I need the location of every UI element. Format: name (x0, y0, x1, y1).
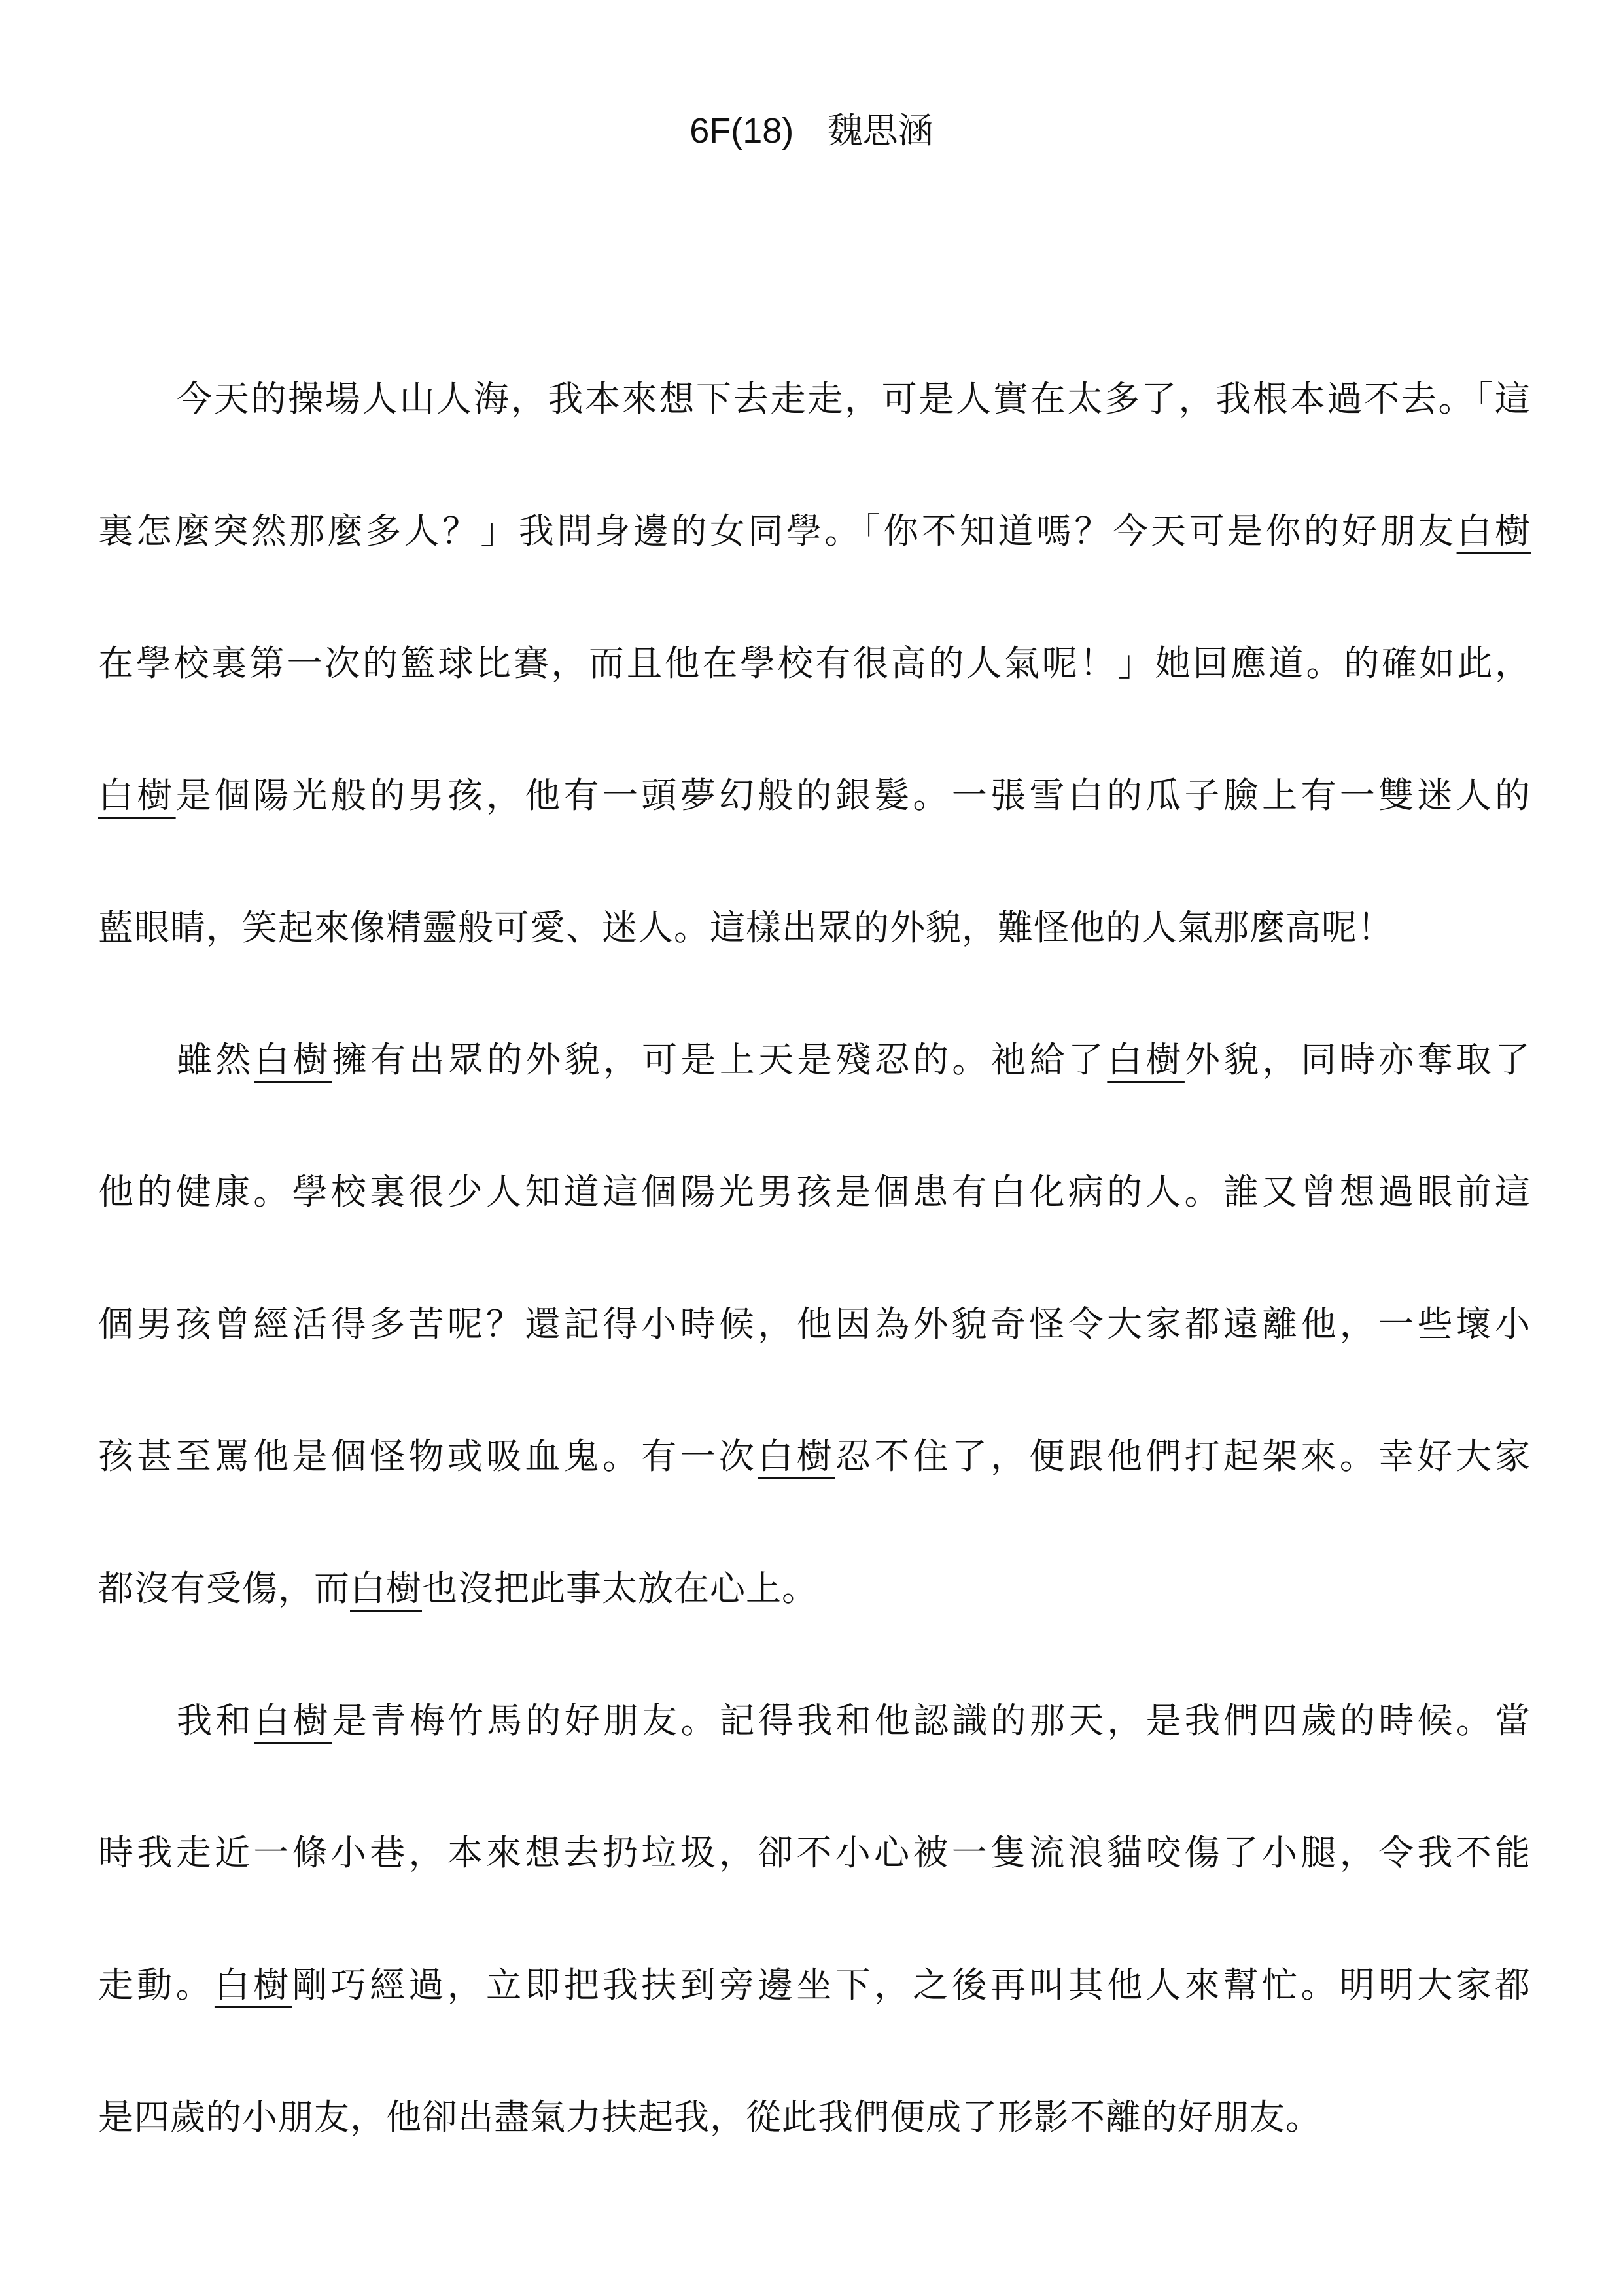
underlined-name: 白樹 (1456, 510, 1531, 552)
text-segment: 是個陽光般的男孩，他有一頭夢幻般的銀髮。一張雪白的瓜子臉上有一雙迷人的 (175, 775, 1531, 816)
text-segment: 是青梅竹馬的好朋友。記得我和他認識的那天，是我們四歲的時候。當 (332, 1700, 1531, 1741)
text-line (98, 499, 1531, 631)
text-line (98, 763, 1531, 895)
text-segment: 外貌，同時亦奪取了 (1184, 1039, 1531, 1080)
text-segment: 個男孩曾經活得多苦呢？還記得小時候，他因為外貌奇怪令大家都遠離他，一些壞小 (98, 1303, 1531, 1345)
text-segment: 時我走近一條小巷，本來想去扔垃圾，卻不小心被一隻流浪貓咬傷了小腿，令我不能 (98, 1832, 1531, 1873)
text-segment: 都沒有受傷，而 (98, 1568, 350, 1609)
document-header (0, 99, 1623, 162)
text-segment: 也沒把此事太放在心上。 (422, 1568, 818, 1609)
text-segment: 是四歲的小朋友，他卻出盡氣力扶起我，從此我們便成了形影不離的好朋友。 (98, 2096, 1321, 2138)
text-segment: 他的健康。學校裏很少人知道這個陽光男孩是個患有白化病的人。誰又曾想過眼前這 (98, 1171, 1531, 1212)
text-segment: 擁有出眾的外貌，可是上天是殘忍的。祂給了 (332, 1039, 1108, 1080)
text-segment: 走動。 (98, 1964, 215, 2005)
paragraph (98, 1688, 1531, 2217)
underlined-name: 白樹 (1107, 1039, 1185, 1080)
text-segment: 雖然 (177, 1039, 254, 1080)
text-segment: 我和 (177, 1700, 254, 1741)
underlined-name: 白樹 (350, 1568, 422, 1609)
text-segment: 忍不住了，便跟他們打起架來。幸好大家 (835, 1436, 1531, 1477)
text-line (98, 1292, 1531, 1424)
student-name: 魏思涵 (827, 110, 934, 151)
text-segment: 藍眼睛，笑起來像精靈般可愛、迷人。這樣出眾的外貌，難怪他的人氣那麼高呢！ (98, 907, 1393, 948)
paragraph (98, 1027, 1531, 1688)
text-line (98, 1688, 1531, 1820)
text-line (98, 1952, 1531, 2085)
text-line (98, 1159, 1531, 1292)
text-line (98, 1424, 1531, 1556)
text-segment: 在學校裏第一次的籃球比賽，而且他在學校有很高的人氣呢！」她回應道。的確如此， (98, 643, 1531, 684)
underlined-name: 白樹 (254, 1700, 332, 1741)
essay-body (98, 366, 1531, 2217)
underlined-name: 白樹 (254, 1039, 332, 1080)
text-line (98, 631, 1531, 763)
paragraph (98, 366, 1531, 1027)
text-segment: 孩甚至罵他是個怪物或吸血鬼。有一次 (98, 1436, 758, 1477)
text-line (98, 1556, 1531, 1688)
text-segment: 裏怎麼突然那麼多人？」我問身邊的女同學。「你不知道嗎？今天可是你的好朋友 (98, 510, 1457, 552)
text-segment: 今天的操場人山人海，我本來想下去走走，可是人實在太多了，我根本過不去。「這 (177, 378, 1531, 419)
text-line (98, 2085, 1531, 2217)
underlined-name: 白樹 (98, 775, 176, 816)
underlined-name: 白樹 (758, 1436, 835, 1477)
text-segment: 剛巧經過，立即把我扶到旁邊坐下，之後再叫其他人來幫忙。明明大家都 (292, 1964, 1531, 2005)
class-code: 6F(18) (689, 111, 794, 150)
text-line (98, 895, 1531, 1027)
text-line (98, 1027, 1531, 1159)
underlined-name: 白樹 (214, 1964, 292, 2005)
text-line (98, 1820, 1531, 1952)
text-line (98, 366, 1531, 499)
